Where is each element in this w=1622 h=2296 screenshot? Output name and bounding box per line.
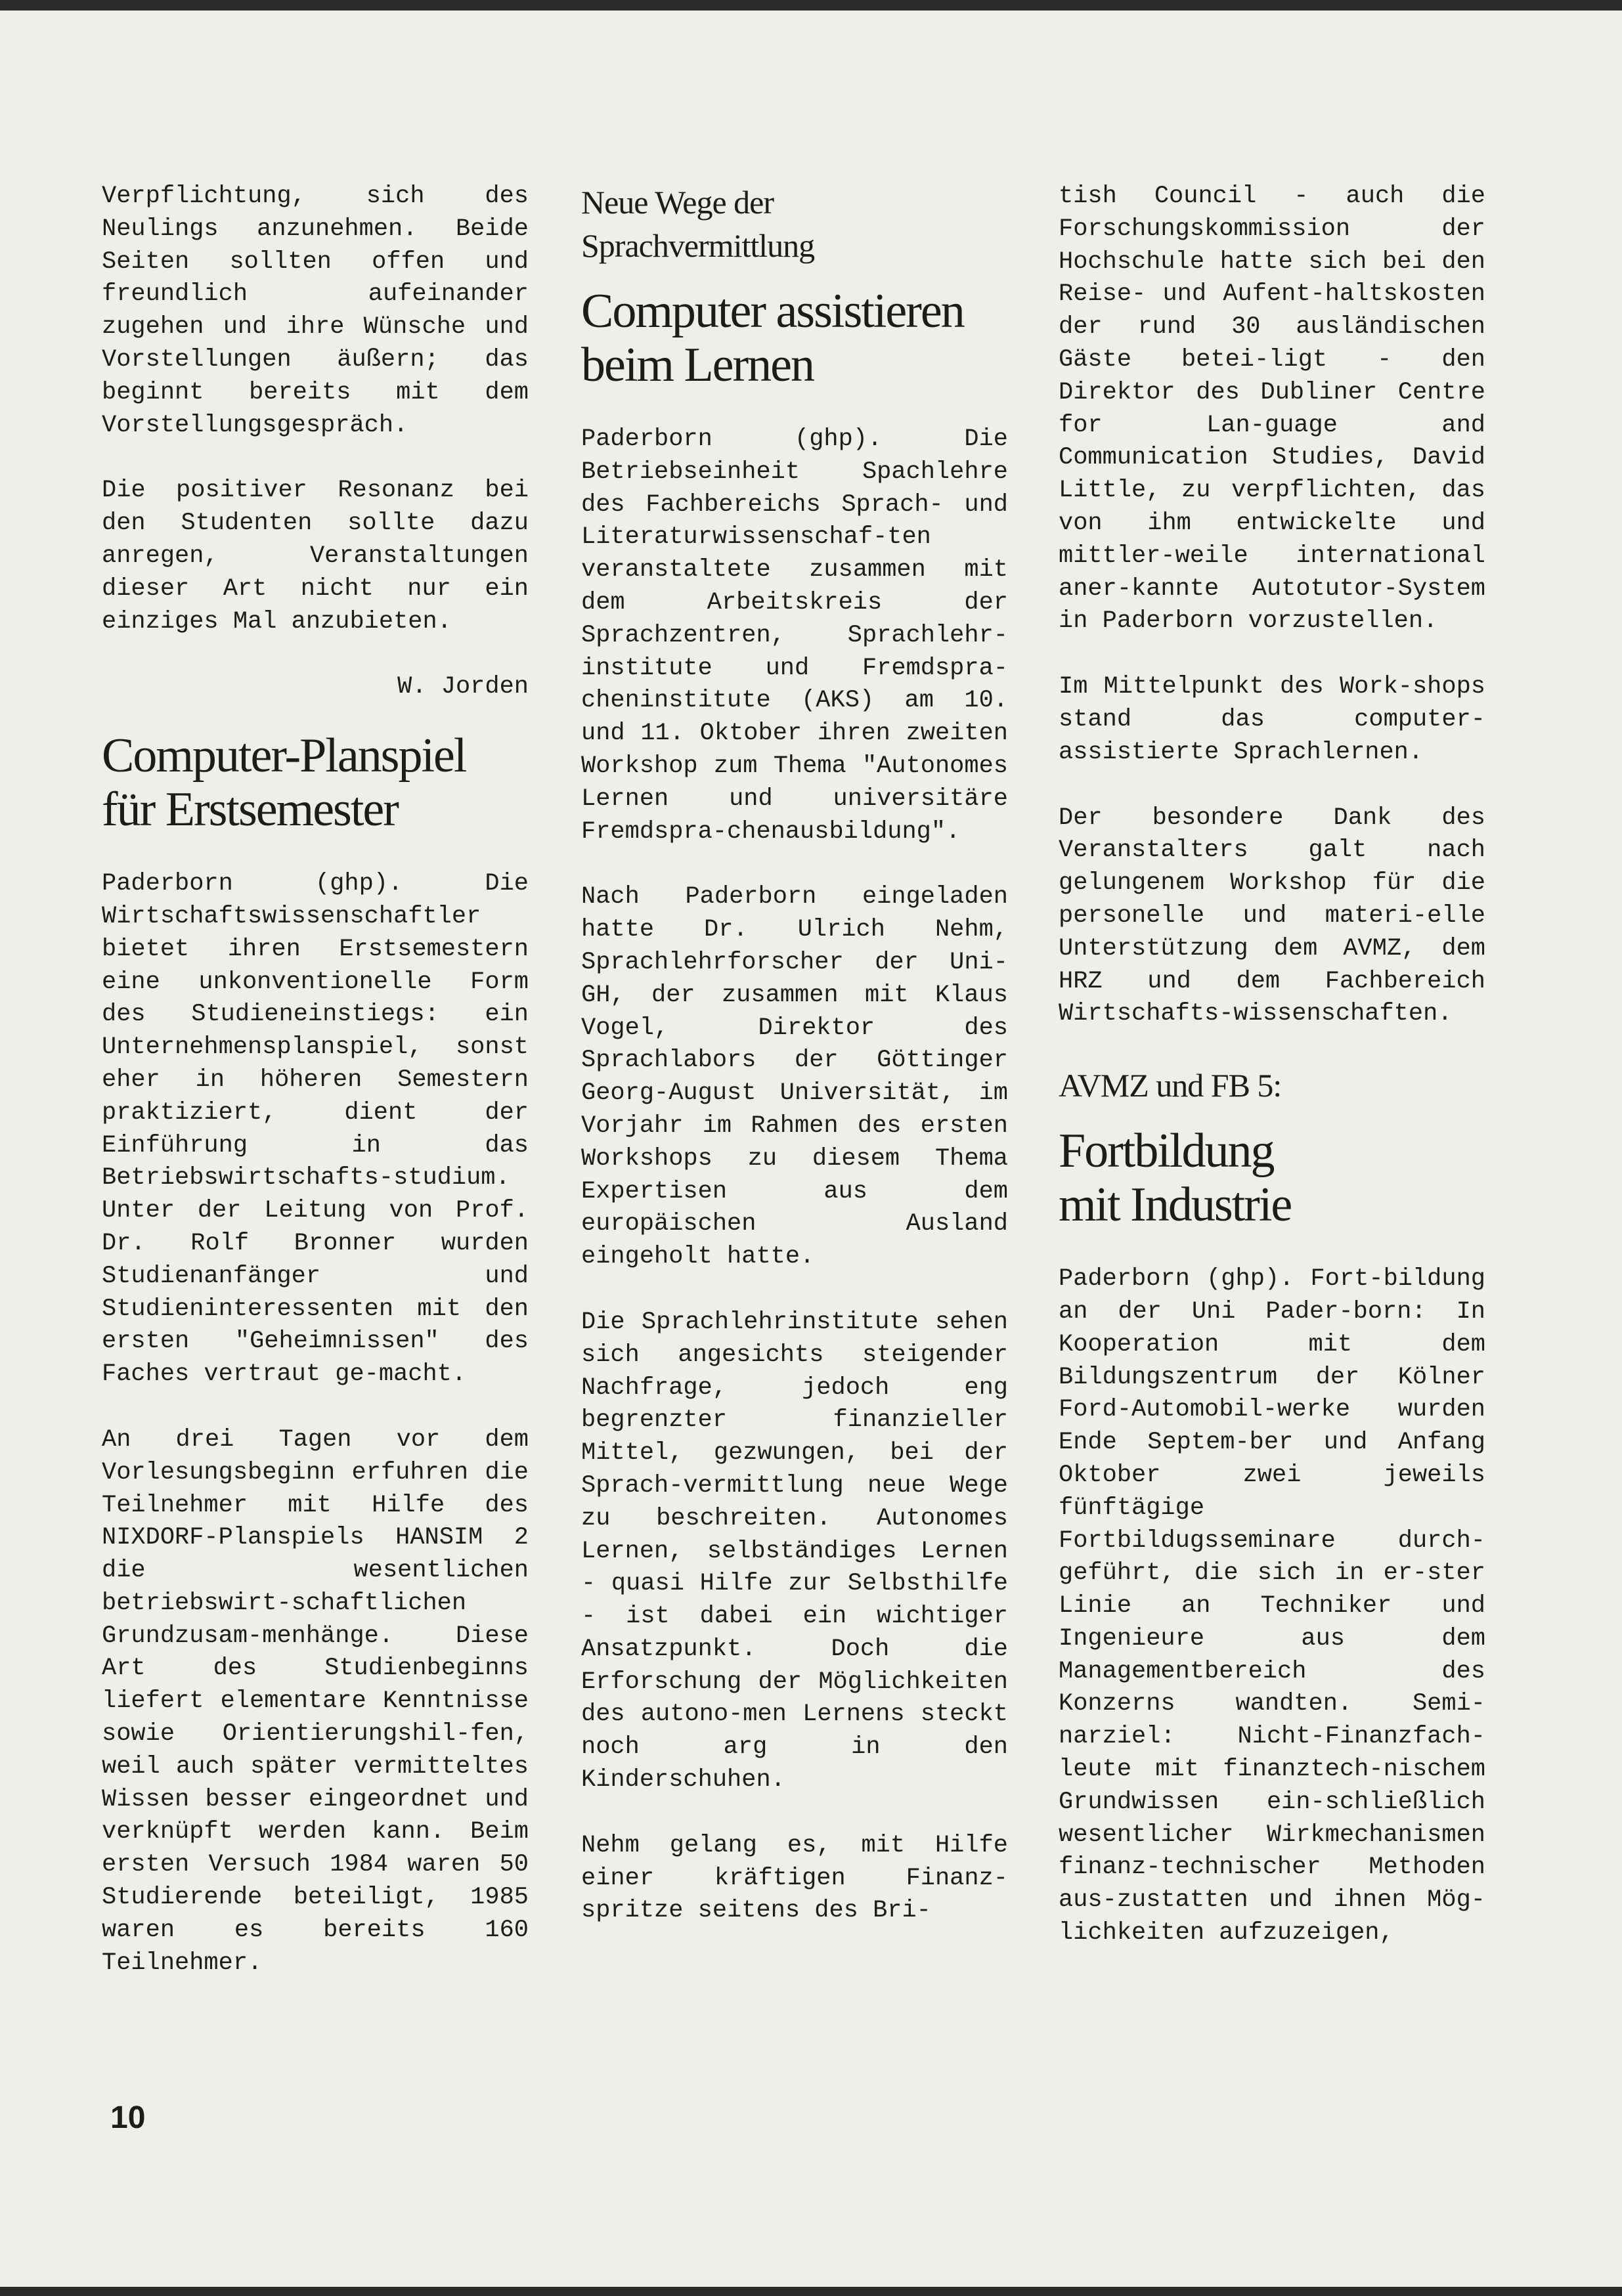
paragraph: Der besondere Dank des Veranstalters galt nach gelungenem Workshop für die personelle und materi-elle Unterstützung dem AVMZ, dem HRZ und dem Fachbereich Wirtschafts-wissenschaften. xyxy=(1059,804,1485,1028)
scan-bottom-edge xyxy=(0,2287,1622,2296)
article-kicker: Neue Wege der Sprachvermittlung xyxy=(581,184,815,264)
article-headline: Computer-Planspiel für Erstsemester xyxy=(102,729,466,837)
author-signature: W. Jorden xyxy=(397,673,529,701)
paragraph: Im Mittelpunkt des Work-shops stand das computer-assistierte Sprachlernen. xyxy=(1059,673,1485,766)
paragraph: Verpflichtung, sich des Neulings anzunehmen. Beide Seiten sollten offen und freundlich aufeinander zugehen und ihre Wünsche und Vorstellungen äußern; das beginnt bereits mit dem Vorstellungsgespräch. xyxy=(102,183,529,439)
article-headline: Computer assistieren beim Lernen xyxy=(581,284,964,392)
paragraph: Nehm gelang es, mit Hilfe einer kräftigen Finanz-spritze seitens des Bri- xyxy=(581,1831,1008,1925)
article-headline: Fortbildung mit Industrie xyxy=(1059,1124,1292,1232)
paragraph: Paderborn (ghp). Fort-bildung an der Uni Pader-born: In Kooperation mit dem Bildungszentrum der Kölner Ford-Automobil-werke wurden Ende Septem-ber und Anfang Oktober zwei jeweils fünftägige Fortbildugsseminare durch-geführt, die sich in er-ster Linie an Techniker und Ingenieure aus dem Managementbereich des Konzerns wandten. Semi-narziel: Nicht-Finanzfach-leute mit finanztech-nischem Grundwissen ein-schließlich wesentlicher Wirkmechanismen finanz-technischer Methoden aus-zustatten und ihnen Mög-lichkeiten aufzuzeigen, xyxy=(1059,1265,1485,1947)
article-kicker: AVMZ und FB 5: xyxy=(1059,1067,1282,1104)
paragraph: Nach Paderborn eingeladen hatte Dr. Ulrich Nehm, Sprachlehrforscher der Uni-GH, der zusammen mit Klaus Vogel, Direktor des Sprachlabors der Göttinger Georg-August Universität, im Vorjahr im Rahmen des ersten Workshops zu diesem Thema Expertisen aus dem europäischen Ausland eingeholt hatte. xyxy=(581,883,1008,1271)
paragraph: Die positiver Resonanz bei den Studenten sollte dazu anregen, Veranstaltungen dieser Art nicht nur ein einziges Mal anzubieten. xyxy=(102,477,529,636)
column-1 xyxy=(102,181,529,2012)
paragraph: Die Sprachlehrinstitute sehen sich angesichts steigender Nachfrage, jedoch eng begrenzter finanzieller Mittel, gezwungen, bei der Sprach-vermittlung neue Wege zu beschreiten. Autonomes Lernen, selbständiges Lernen - quasi Hilfe zur Selbsthilfe - ist dabei ein wichtiger Ansatzpunkt. Doch die Erforschung der Möglichkeiten des autono-men Lernens steckt noch arg in den Kinderschuhen. xyxy=(581,1308,1008,1794)
page-number: 10 xyxy=(110,2100,146,2135)
column-2 xyxy=(581,181,1008,1960)
paragraph: Paderborn (ghp). Die Betriebseinheit Spachlehre des Fachbereichs Sprach- und Literaturwissenschaf-ten veranstaltete zusammen mit dem Arbeitskreis der Sprachzentren, Sprachlehr-institute und Fremdspra-cheninstitute (AKS) am 10. und 11. Oktober ihren zweiten Workshop zum Thema "Autonomes Lernen und universitäre Fremdspra-chenausbildung". xyxy=(581,425,1008,846)
scan-top-edge xyxy=(0,0,1622,11)
paragraph: tish Council - auch die Forschungskommission der Hochschule hatte sich bei den Reise- und Aufent-haltskosten der rund 30 ausländischen Gäste betei-ligt - den Direktor des Dubliner Centre for Lan-guage and Communication Studies, David Little, zu verpflichten, das von ihm entwickelte und mittler-weile international aner-kannte Autotutor-System in Paderborn vorzustellen. xyxy=(1059,183,1485,636)
column-3 xyxy=(1059,181,1485,1983)
paragraph: An drei Tagen vor dem Vorlesungsbeginn erfuhren die Teilnehmer mit Hilfe des NIXDORF-Planspiels HANSIM 2 die wesentlichen betriebswirt-schaftlichen Grundzusam-menhänge. Diese Art des Studienbeginns liefert elementare Kenntnisse sowie Orientierungshil-fen, weil auch später vermitteltes Wissen besser eingeordnet und verknüpft werden kann. Beim ersten Versuch 1984 waren 50 Studierende beteiligt, 1985 waren es bereits 160 Teilnehmer. xyxy=(102,1425,529,1977)
paragraph: Paderborn (ghp). Die Wirtschaftswissenschaftler bietet ihren Erstsemestern eine unkonventionelle Form des Studieneinstiegs: ein Unternehmensplanspiel, sonst eher in höheren Semestern praktiziert, dient der Einführung in das Betriebswirtschafts-studium. Unter der Leitung von Prof. Dr. Rolf Bronner wurden Studienanfänger und Studieninteressenten mit den ersten "Geheimnissen" des Faches vertraut ge-macht. xyxy=(102,870,529,1389)
